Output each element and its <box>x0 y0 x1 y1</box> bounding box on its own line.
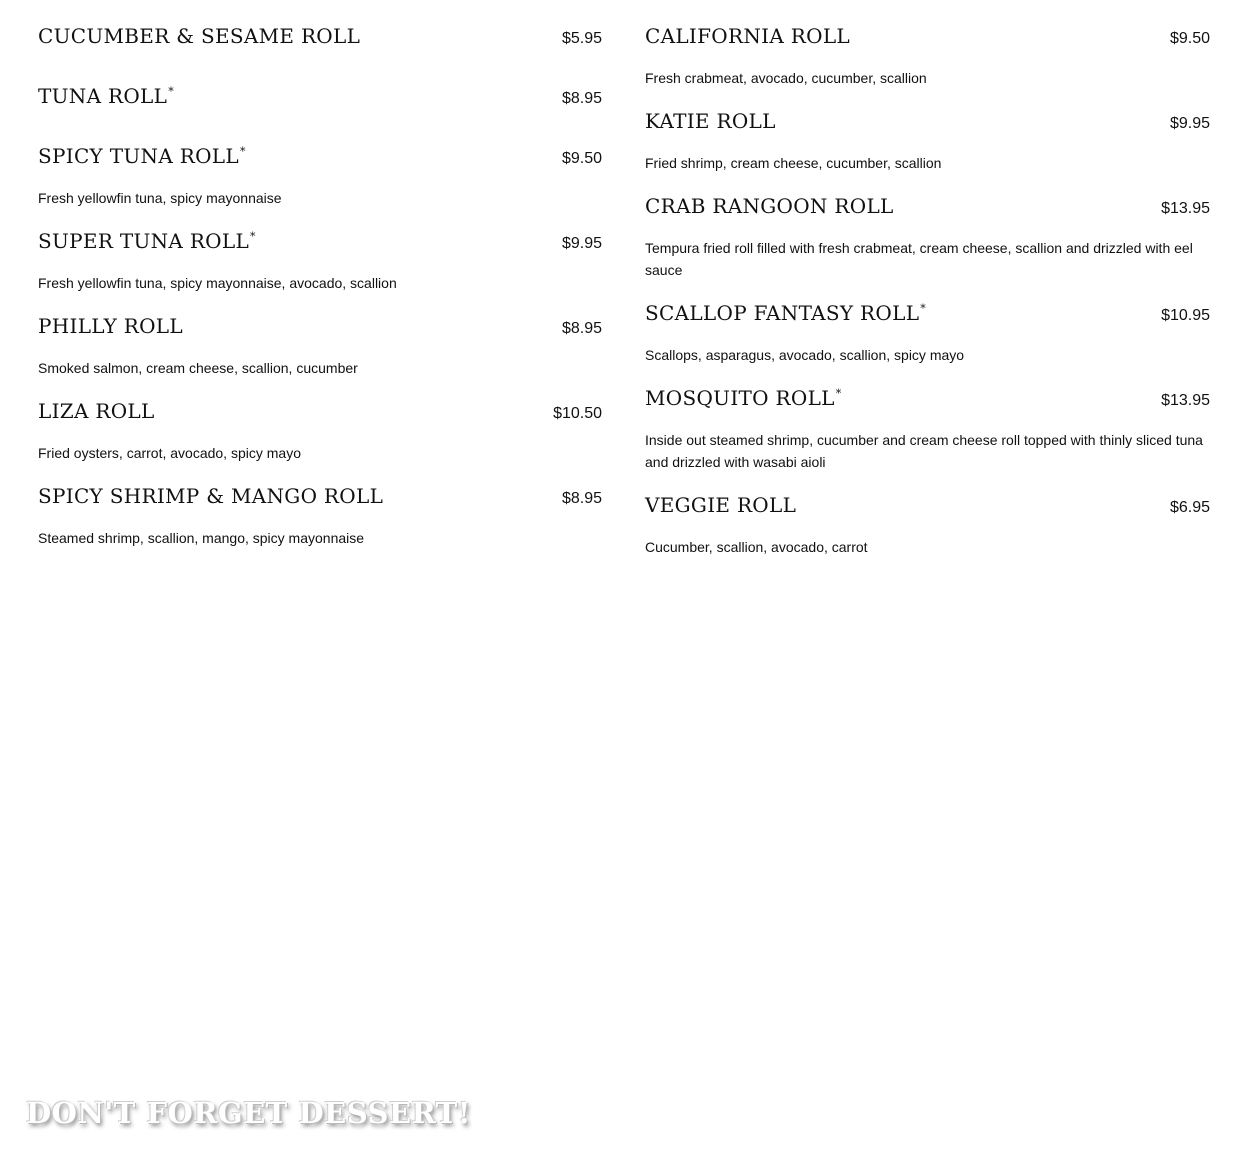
menu-item-price: $8.95 <box>561 320 602 337</box>
menu-item-header <box>645 24 1210 50</box>
menu-item-name-text: SPICY SHRIMP & MANGO ROLL <box>38 484 384 508</box>
raw-fish-asterisk-icon: * <box>239 145 246 159</box>
menu-item-name-text: VEGGIE ROLL <box>645 493 797 517</box>
menu-item-name <box>38 24 360 48</box>
menu-item-description: Inside out steamed shrimp, cucumber and cream cheese roll topped with thinly sliced tuna and drizzled with wasabi aioli <box>645 432 1203 470</box>
menu-item-name <box>645 109 776 133</box>
menu-item-price: $13.95 <box>1161 200 1210 217</box>
raw-fish-asterisk-icon: * <box>168 85 175 99</box>
promo-banner[interactable]: DON'T FORGET DESSERT! <box>26 1096 471 1130</box>
menu-item-name-text: SPICY TUNA ROLL <box>38 144 239 168</box>
menu-item-name <box>38 314 183 338</box>
menu-item-tuna-roll <box>38 84 602 110</box>
menu-item-header <box>38 229 602 255</box>
menu-item-name-text: SUPER TUNA ROLL <box>38 229 250 253</box>
menu-item-header <box>38 144 602 170</box>
menu-item-description: Smoked salmon, cream cheese, scallion, cucumber <box>38 360 358 376</box>
menu-item-header <box>38 314 602 340</box>
menu-item-name <box>645 493 796 517</box>
menu-item-description: Steamed shrimp, scallion, mango, spicy mayonnaise <box>38 530 365 546</box>
menu-item-veggie-roll <box>645 493 1210 558</box>
menu-item-price: $13.95 <box>1161 392 1210 409</box>
menu-item-name <box>645 24 850 48</box>
menu-item-price: $5.95 <box>561 30 602 47</box>
menu-item-name-text: SCALLOP FANTASY ROLL <box>645 301 920 325</box>
menu-item-description: Fresh yellowfin tuna, spicy mayonnaise <box>38 190 282 206</box>
menu-item-mosquito-roll <box>645 386 1210 473</box>
menu-item-crab-rangoon-roll <box>645 194 1210 281</box>
menu-item-scallop-fantasy-roll <box>645 301 1210 366</box>
menu-item-header <box>38 84 602 110</box>
menu-item-katie-roll <box>645 109 1210 174</box>
menu-item-description: Scallops, asparagus, avocado, scallion, spicy mayo <box>645 347 965 363</box>
menu-item-price: $10.95 <box>1161 307 1210 324</box>
menu-item-header <box>38 484 602 510</box>
menu-item-cucumber-and-sesame-roll <box>38 24 602 50</box>
menu-item-name <box>38 84 174 108</box>
menu-item-super-tuna-roll <box>38 229 602 294</box>
raw-fish-asterisk-icon: * <box>920 302 927 316</box>
menu-item-name <box>645 194 894 218</box>
menu-item-header <box>645 493 1210 519</box>
menu-item-spicy-shrimp-and-mango-roll <box>38 484 602 549</box>
menu-item-header <box>645 194 1210 220</box>
raw-fish-asterisk-icon: * <box>250 230 256 244</box>
menu-item-name <box>645 301 926 325</box>
menu-item-description: Cucumber, scallion, avocado, carrot <box>645 539 868 555</box>
menu-item-header <box>645 109 1210 135</box>
menu-item-price: $9.50 <box>1169 30 1210 47</box>
menu-item-name-text: KATIE ROLL <box>645 109 776 133</box>
menu-item-name-text: MOSQUITO ROLL <box>645 386 835 410</box>
menu-item-price: $8.95 <box>561 490 602 507</box>
menu-item-header <box>38 399 602 425</box>
menu-item-price: $9.95 <box>561 235 602 252</box>
menu-item-description: Fresh yellowfin tuna, spicy mayonnaise, avocado, scallion <box>38 275 397 291</box>
menu-item-price: $9.50 <box>561 150 602 167</box>
menu-item-name <box>38 399 155 423</box>
menu-column-left <box>38 24 602 569</box>
menu-item-price: $6.95 <box>1169 499 1210 516</box>
menu-item-header <box>645 301 1210 327</box>
menu-item-name <box>38 229 256 253</box>
menu-item-liza-roll <box>38 399 602 464</box>
menu-item-description: Fried oysters, carrot, avocado, spicy mayo <box>38 445 301 461</box>
menu-item-description: Tempura fried roll filled with fresh crabmeat, cream cheese, scallion and drizzled with eel sauce <box>645 240 1193 278</box>
menu-item-name-text: CALIFORNIA ROLL <box>645 24 850 48</box>
menu-item-name <box>38 484 383 508</box>
menu-item-philly-roll <box>38 314 602 379</box>
menu-item-spicy-tuna-roll <box>38 144 602 209</box>
menu-item-header <box>645 386 1210 412</box>
menu-item-name-text: TUNA ROLL <box>38 84 168 108</box>
menu-column-right <box>645 24 1210 578</box>
menu-item-header <box>38 24 602 50</box>
menu-item-price: $10.50 <box>553 405 602 422</box>
menu-item-description: Fried shrimp, cream cheese, cucumber, scallion <box>645 155 942 171</box>
menu-item-name-text: PHILLY ROLL <box>38 314 183 338</box>
raw-fish-asterisk-icon: * <box>835 387 842 401</box>
menu-item-name-text: CUCUMBER & SESAME ROLL <box>38 24 361 48</box>
menu-item-california-roll <box>645 24 1210 89</box>
menu-item-name <box>645 386 842 410</box>
menu-item-price: $8.95 <box>561 90 602 107</box>
menu-item-name-text: LIZA ROLL <box>38 399 155 423</box>
menu-item-price: $9.95 <box>1169 115 1210 132</box>
menu-item-name <box>38 144 246 168</box>
menu-item-name-text: CRAB RANGOON ROLL <box>645 194 894 218</box>
menu-item-description: Fresh crabmeat, avocado, cucumber, scallion <box>645 70 927 86</box>
